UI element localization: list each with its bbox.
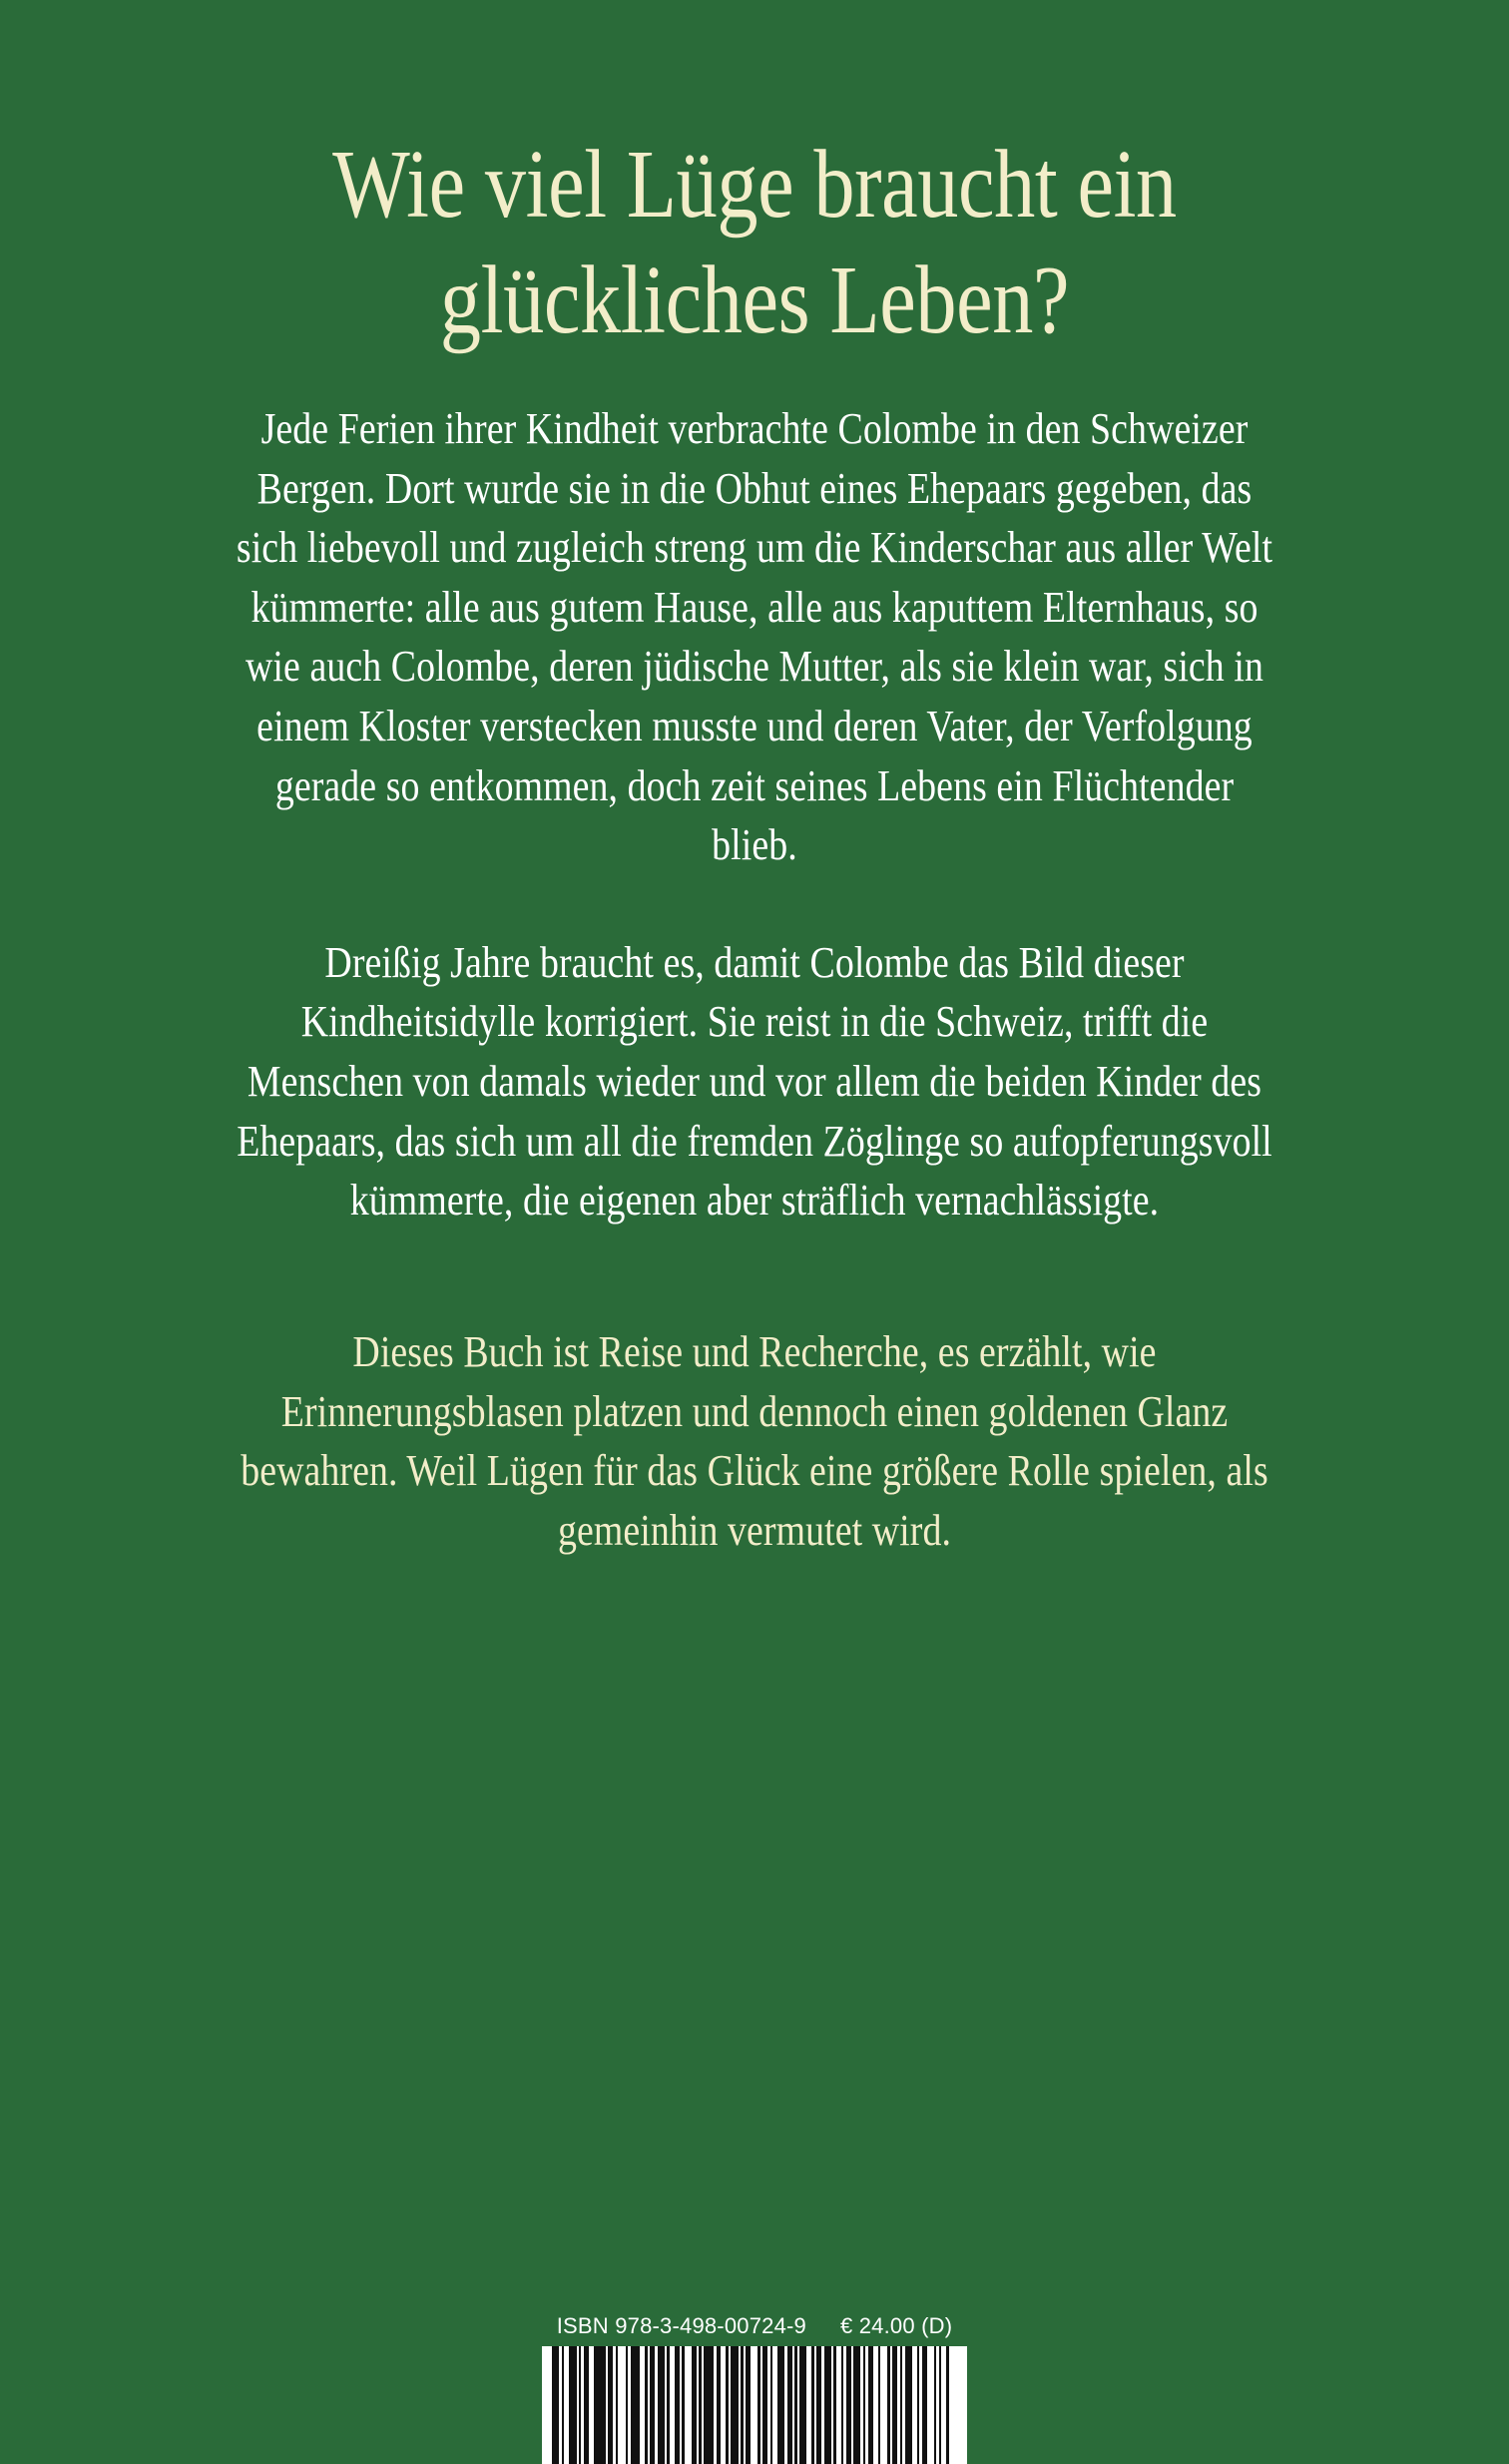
isbn-number: ISBN 978-3-498-00724-9 [556,2313,806,2338]
barcode-bar [704,2346,714,2464]
barcode-bar [569,2346,576,2464]
headline-line-2: glückliches Leben? [439,246,1070,354]
barcode-bar [631,2346,641,2464]
barcode-bar [777,2346,784,2464]
blurb-text [150,399,1359,1560]
price-label: € 24.00 (D) [839,2313,953,2338]
page-title [121,128,1388,358]
blurb-paragraph-2: Dreißig Jahre braucht es, damit Colombe das Bild dieser Kindheitsidylle korrigiert. Sie reist in die Schweiz, trifft die Menschen von damals wieder und vor allem die beiden Kinder des Ehepaars, das sich um all die fremden Zöglinge so aufopferungsvoll kümmerte, die eigenen aber sträflich vernachlässigte. [237,937,1272,1226]
barcode-space [618,2346,625,2464]
barcode-space [949,2346,956,2464]
barcode-bar [731,2346,738,2464]
barcode-space [685,2346,692,2464]
barcode-bar [824,2346,831,2464]
headline-line-1: Wie viel Lüge braucht ein [332,131,1177,239]
blurb-paragraph-3: Dieses Buch ist Reise und Recherche, es erzählt, wie Erinnerungsblasen platzen und dennoch einen goldenen Glanz bewahren. Weil Lügen für das Glück eine größere Rolle spielen, als gemeinhin vermutet wird. [241,1326,1268,1555]
blurb-paragraph-1: Jede Ferien ihrer Kindheit verbrachte Colombe in den Schweizer Bergen. Dort wurde sie in die Obhut eines Ehepaars gegeben, das sich liebevoll und zugleich streng um die Kinderschar aus aller Welt kümmerte: alle aus gutem Hause, alle aus kaputtem Elternhaus, so wie auch Colombe, deren jüdische Mutter, als sie klein war, sich in einem Kloster verstecken musste und deren Vater, der Verfolgung gerade so entkommen, doch zeit seines Lebens ein Flüchtender blieb. [236,404,1273,870]
barcode-bar [799,2346,806,2464]
barcode-bar [552,2346,559,2464]
barcode-space [880,2346,887,2464]
barcode-bar [594,2346,606,2464]
barcode-bar [905,2346,912,2464]
barcode-space [751,2346,757,2464]
isbn-price-row [0,2313,1509,2339]
ean-barcode [542,2346,967,2464]
barcode-bar [853,2346,860,2464]
barcode-bar [658,2346,665,2464]
barcode-space [927,2346,934,2464]
